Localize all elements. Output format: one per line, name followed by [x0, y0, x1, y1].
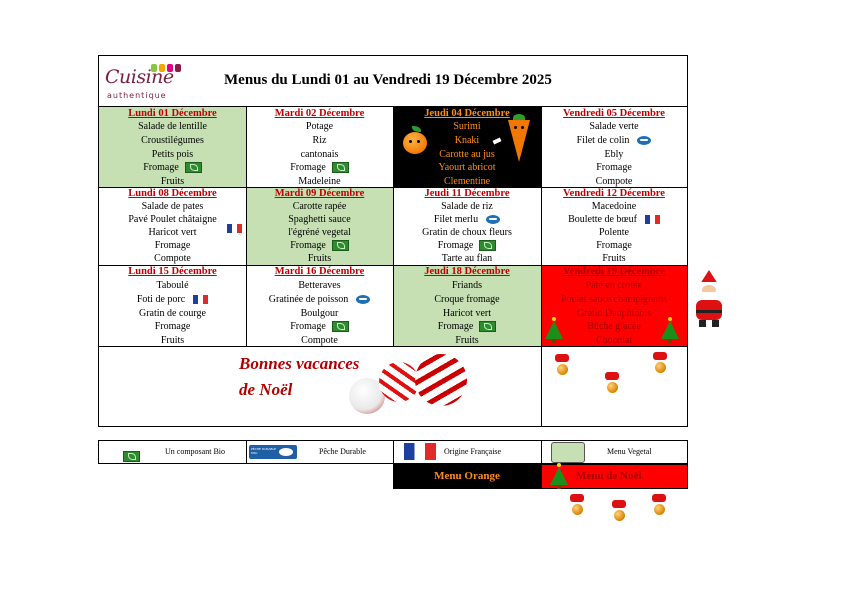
msc-fish-icon: [356, 295, 370, 304]
menu-item: Fromage: [596, 162, 632, 173]
menu-item: Salade verte: [589, 121, 639, 132]
menu-item: Boulette de bœuf: [568, 214, 637, 225]
menu-item: Pavé Poulet châtaigne: [128, 214, 217, 225]
day-cell-w2-d3: [393, 187, 541, 265]
menu-item: Petits pois: [151, 149, 194, 160]
day-title: Jeudi 04 Décembre: [424, 108, 510, 119]
menu-item: Fruits: [307, 253, 332, 264]
legend-noel: Menu de Noël: [576, 470, 642, 482]
logo-text-bottom: authentique: [107, 91, 167, 100]
menu-item: Carotte rapée: [292, 201, 347, 212]
menu-item: Taboulé: [156, 280, 189, 291]
menu-item: Fruits: [160, 335, 185, 346]
menu-item: Croustilégumes: [141, 135, 204, 146]
day-cell-w3-d4: [541, 265, 687, 346]
day-title: Vendredi 19 Décembre: [563, 266, 665, 277]
day-title: Vendredi 05 Décembre: [563, 108, 665, 119]
legend-orange: Menu Orange: [434, 470, 500, 482]
menu-item: Pâté en croûte: [585, 280, 643, 291]
day-title: Vendredi 12 Décembre: [563, 188, 665, 199]
day-cell-w2-d2: [246, 187, 393, 265]
menu-item: Salade de lentille: [138, 121, 207, 132]
christmas-tree-icon: [545, 321, 563, 339]
french-flag-icon: [193, 295, 208, 304]
menu-item: Salade de riz: [441, 201, 493, 212]
banner-line2: de Noël: [239, 380, 293, 399]
legend-origin: Origine Française: [444, 447, 502, 456]
menu-item: Spaghetti sauce: [288, 214, 351, 225]
page-title: Menus du Lundi 01 au Vendredi 19 Décembre 2025: [224, 72, 552, 88]
menu-item: Poulet sauce champignons: [560, 294, 668, 305]
menu-item: Tarte au flan: [441, 253, 493, 264]
day-cell-w1-d2: [246, 106, 393, 187]
menu-noel-box: [541, 464, 688, 489]
banner-line1: Bonnes vacances: [239, 354, 360, 373]
french-flag-icon: [227, 224, 242, 233]
christmas-tree-icon: [550, 467, 568, 485]
day-cell-w3-d3: [393, 265, 541, 346]
menu-item: cantonais: [300, 149, 339, 160]
day-title: Lundi 08 Décembre: [128, 188, 217, 199]
msc-label-text: PÊCHE DURABLE MSC: [251, 447, 277, 455]
menu-item: Fruits: [455, 335, 479, 346]
bio-leaf-icon: [123, 451, 140, 462]
menu-item: Gratin de choux fleurs: [422, 227, 512, 238]
menu-item: Fruits: [160, 176, 185, 187]
orange-mascot-icon: [401, 126, 429, 156]
menu-item: Foti de porc: [136, 294, 186, 305]
bio-leaf-icon: [479, 321, 496, 332]
holiday-banner: [99, 346, 541, 426]
menu-item: Polente: [599, 227, 629, 238]
menu-item: Fromage: [596, 240, 632, 251]
menu-item: Madeleine: [298, 176, 341, 187]
msc-label-icon: [249, 445, 297, 459]
menu-item: Knaki: [454, 135, 480, 146]
day-cell-w3-d2: [246, 265, 393, 346]
day-title: Jeudi 11 Décembre: [424, 188, 510, 199]
christmas-tree-icon: [661, 321, 679, 339]
menu-item: Compote: [595, 176, 633, 187]
bio-leaf-icon: [332, 240, 349, 251]
menu-item: Macedoine: [591, 201, 637, 212]
santa-icon: [690, 270, 730, 330]
day-title: Lundi 15 Décembre: [128, 266, 217, 277]
menu-item: Croque fromage: [434, 294, 500, 305]
ornament-cell: [541, 346, 687, 426]
logo: [105, 62, 185, 102]
menu-item: Carotte au jus: [439, 149, 495, 160]
logo-text-top: Cuisine: [105, 66, 174, 88]
menu-item: Fromage: [154, 240, 191, 251]
menu-item: Filet de colin: [576, 135, 630, 146]
day-title: Mardi 09 Décembre: [274, 188, 365, 199]
menu-orange-box: [393, 464, 541, 489]
ornament-icon: [568, 494, 586, 524]
day-cell-w1-d3: [393, 106, 541, 187]
bio-leaf-icon: [185, 162, 202, 173]
menu-item: Surimi: [453, 121, 481, 132]
vegetal-swatch: [551, 442, 585, 463]
menu-item: Compote: [301, 335, 338, 346]
french-flag-icon: [404, 443, 436, 460]
day-cell-w2-d4: [541, 187, 687, 265]
menu-item: Fromage: [154, 321, 191, 332]
ornament-icon: [610, 500, 628, 530]
bio-leaf-icon: [332, 321, 349, 332]
menu-item: Clementine: [443, 176, 491, 187]
day-cell-w1-d1: [99, 106, 246, 187]
menu-item: Salade de pates: [141, 201, 204, 212]
msc-fish-icon: [486, 215, 500, 224]
menu-item: Potage: [305, 121, 334, 132]
ornament-icon: [651, 352, 669, 382]
menu-item: Yaourt abricot: [438, 162, 496, 173]
ornament-icon: [650, 494, 668, 524]
menu-item: Fromage: [290, 162, 326, 173]
day-title: Jeudi 18 Décembre: [424, 266, 510, 277]
menu-item: Haricot vert: [442, 308, 492, 319]
menu-item: Bûche glacée: [587, 321, 641, 332]
menu-item: l'égréné vegetal: [288, 227, 351, 238]
menu-item: Betteraves: [298, 280, 341, 291]
day-cell-w3-d1: [99, 265, 246, 346]
ornament-icon: [553, 354, 571, 384]
day-title: Mardi 16 Décembre: [274, 266, 365, 277]
day-title: Mardi 02 Décembre: [274, 108, 365, 119]
menu-item: Gratin Dauphinois: [576, 308, 652, 319]
menu-item: Friands: [452, 280, 482, 291]
legend: [98, 440, 688, 464]
day-title: Lundi 01 Décembre: [128, 108, 217, 119]
french-flag-icon: [645, 215, 660, 224]
carrot-mascot-icon: [505, 114, 535, 164]
day-cell-w1-d4: [541, 106, 687, 187]
legend-fish: Pêche Durable: [319, 447, 366, 456]
menu-item: Gratinée de poisson: [268, 294, 349, 305]
menu-item: Fromage: [290, 321, 326, 332]
menu-item: Filet merlu: [433, 214, 479, 225]
menu-item: Ebly: [604, 149, 624, 160]
menu-item: Gratin de courge: [138, 308, 206, 319]
bio-leaf-icon: [479, 240, 496, 251]
day-cell-w2-d1: [99, 187, 246, 265]
legend-bio: Un composant Bio: [165, 447, 225, 456]
menu-item: Fruits: [602, 253, 626, 264]
menu-item: Boulgour: [300, 308, 339, 319]
menu-item: Chocolat: [595, 335, 633, 346]
menu-item: Riz: [312, 135, 327, 146]
menu-item: Fromage: [437, 321, 474, 332]
msc-fish-icon: [637, 136, 651, 145]
menu-item: Fromage: [437, 240, 474, 251]
menu-item: Haricot vert: [148, 227, 197, 238]
bio-leaf-icon: [332, 162, 349, 173]
menu-item: Fromage: [290, 240, 326, 251]
menu-item: Compote: [154, 253, 191, 264]
ornament-icon: [603, 372, 621, 402]
menu-item: Fromage: [143, 162, 179, 173]
legend-vegetal: Menu Vegetal: [607, 447, 652, 456]
header-row: [99, 56, 687, 106]
menu-table: [98, 55, 688, 427]
christmas-balls-icon: [349, 354, 474, 419]
